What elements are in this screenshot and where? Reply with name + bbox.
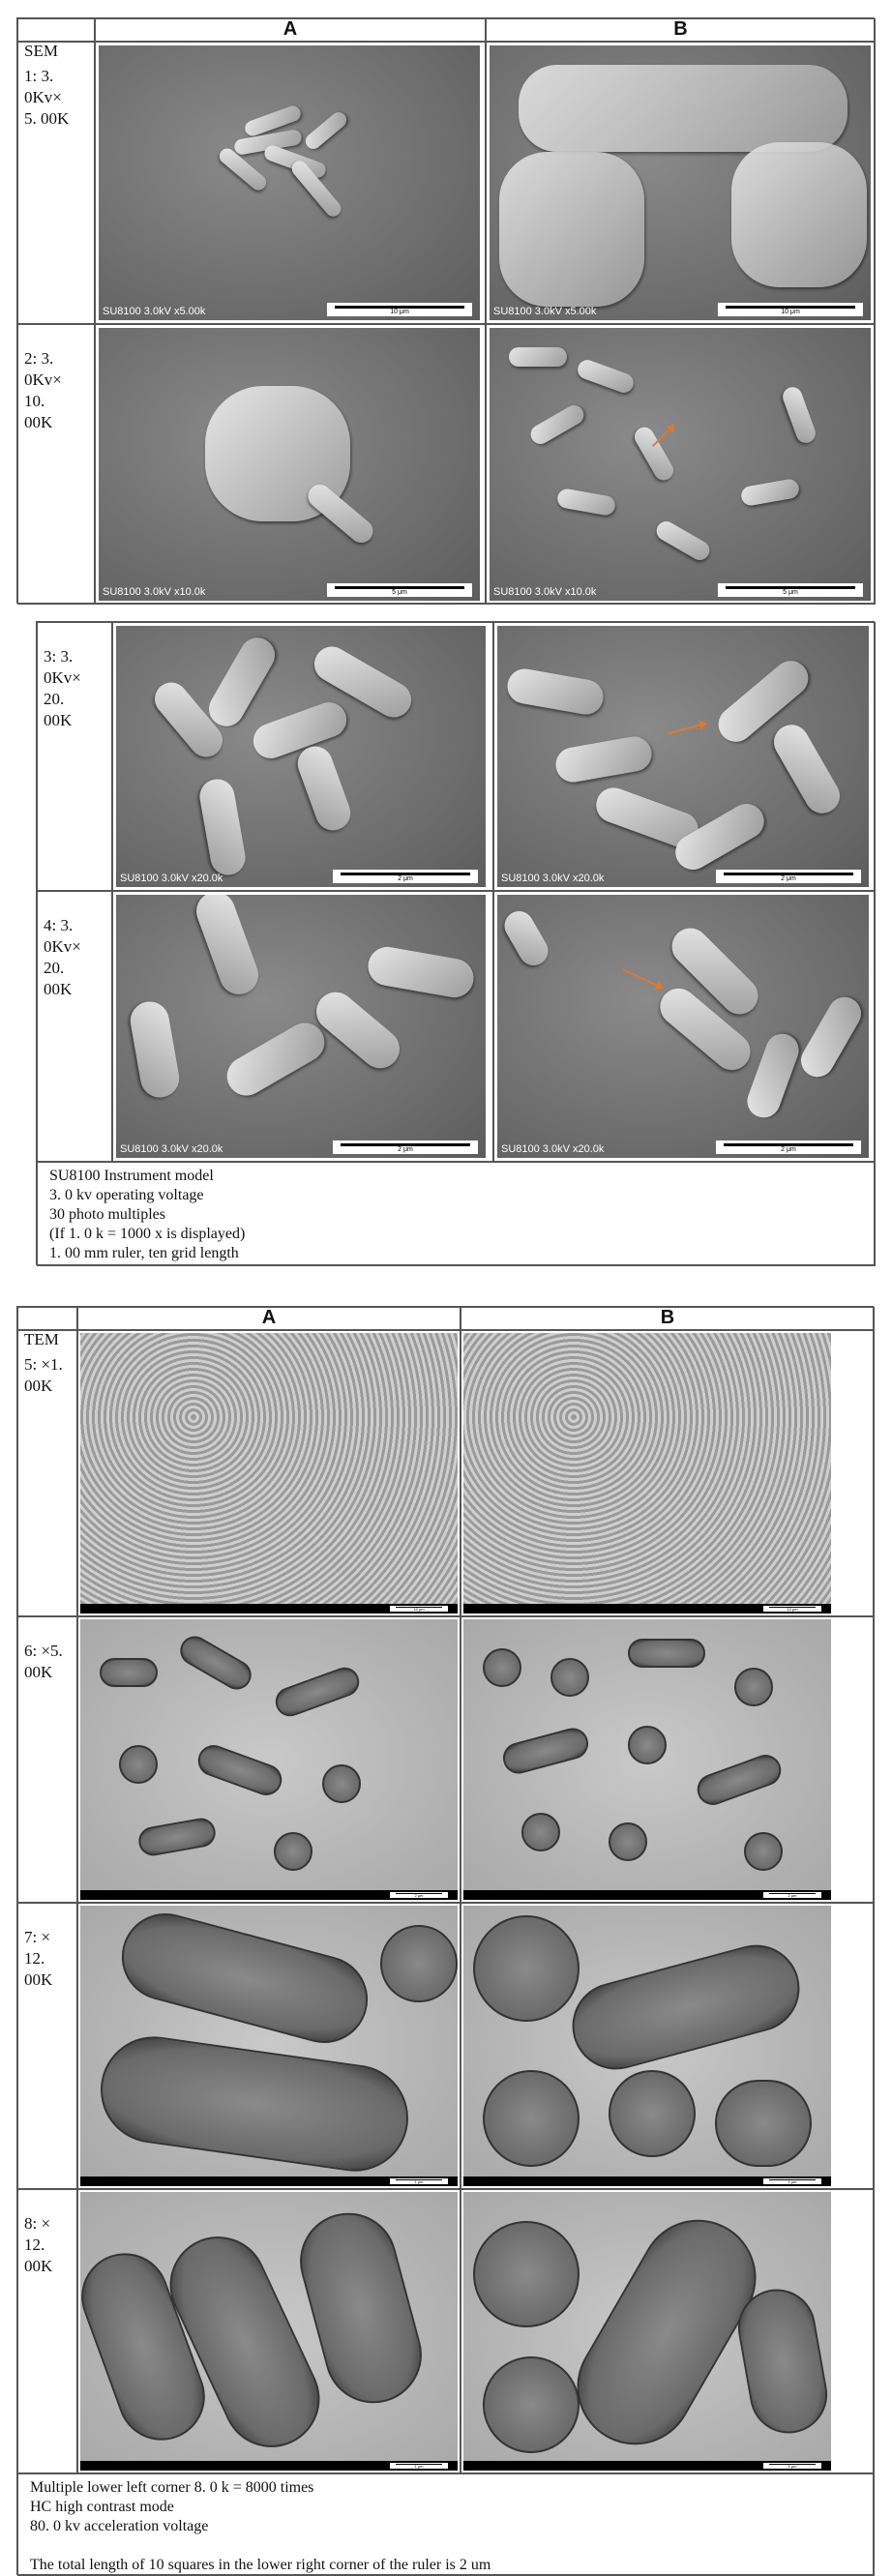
scale-bar-7b	[763, 2178, 821, 2184]
tem-info-strip	[80, 2176, 458, 2186]
tem-row-8-a-cell	[77, 2189, 461, 2473]
bacterium	[191, 895, 263, 1000]
tem-row-7-b-cell	[461, 1903, 875, 2189]
sem-micrograph-4b	[497, 895, 869, 1158]
bacterium	[220, 1016, 331, 1103]
tem-note-line: HC high contrast mode	[30, 2499, 174, 2515]
tem-row-8-label-text: 8: × 12. 00K	[24, 2214, 53, 2275]
bacterium	[293, 742, 356, 836]
bacterium	[473, 2221, 580, 2327]
bacterium	[521, 1813, 560, 1851]
bacterium	[483, 2356, 580, 2453]
tem-col-b-header: B	[461, 1307, 875, 1330]
sem-note-line: SU8100 Instrument model	[49, 1168, 214, 1184]
sem-row-3-b-cell	[493, 622, 876, 891]
sem-row-4-label	[37, 891, 112, 1162]
bacterium	[575, 357, 636, 395]
bacterium	[527, 401, 587, 447]
scale-bar-2b	[718, 583, 863, 597]
scale-bar-5b	[763, 1606, 821, 1612]
sem-row-4-b-cell	[493, 891, 876, 1162]
scale-label-5a: 10 μm	[413, 1607, 425, 1612]
bacterium	[483, 2070, 580, 2167]
tem-info-strip	[463, 2461, 831, 2471]
sem-row-3-a-cell	[112, 622, 493, 891]
tem-micrograph-5b	[463, 1333, 831, 1614]
bacterium	[274, 1832, 312, 1871]
sem-col-b-header: B	[486, 18, 876, 42]
scale-label-7a: 1 μm	[414, 2179, 424, 2184]
sem-row-3-label-text: 3: 3. 0Kv× 20. 00K	[44, 647, 81, 729]
bacterium	[499, 1725, 591, 1777]
scale-bar-3b	[716, 870, 861, 883]
scale-bar-5a	[390, 1606, 448, 1612]
bacterium	[272, 1664, 364, 1721]
sem-micrograph-3b	[497, 626, 869, 887]
scale-label-4b: 2 μm	[781, 1146, 796, 1153]
scale-bar-8b	[763, 2463, 821, 2469]
tem-micrograph-8a	[80, 2192, 458, 2471]
scale-bar-3a	[333, 870, 478, 883]
sem-col-a-header: A	[95, 18, 486, 42]
sem-caption-3a: SU8100 3.0kV x20.0k	[120, 873, 223, 884]
tem-notes	[17, 2473, 875, 2576]
tem-table	[16, 1306, 874, 2575]
scale-label-1a: 10 μm	[390, 309, 409, 315]
bacterium	[693, 1751, 786, 1810]
bacterium	[303, 109, 350, 152]
scale-bar-7a	[390, 2178, 448, 2184]
bacterium	[628, 1726, 667, 1764]
sem-row-1-label-text: 1: 3. 0Kv× 5. 00K	[24, 67, 70, 128]
tem-micrograph-5a	[80, 1333, 458, 1614]
sem-row-1-b-cell	[486, 42, 876, 324]
tem-row-8-label	[17, 2189, 77, 2473]
sem-row-1-label	[17, 42, 95, 324]
sem-note-line: 3. 0 kv operating voltage	[49, 1187, 204, 1203]
bacterium	[119, 1745, 158, 1784]
scale-label-2b: 5 μm	[783, 589, 798, 596]
scale-label-8b: 1 μm	[788, 2464, 797, 2469]
sem-caption-1b: SU8100 3.0kV x5.00k	[493, 306, 597, 317]
orange-arrow	[622, 968, 663, 989]
sem-caption-1a: SU8100 3.0kV x5.00k	[103, 306, 206, 317]
sem-note-line: 1. 00 mm ruler, ten grid length	[49, 1245, 239, 1261]
scale-bar-1a	[327, 303, 472, 316]
bacterium	[562, 1935, 809, 2079]
tem-micrograph-6b	[463, 1619, 831, 1900]
bacterium	[100, 1658, 158, 1687]
sem-caption-2a: SU8100 3.0kV x10.0k	[103, 586, 206, 598]
sem-caption-2b: SU8100 3.0kV x10.0k	[493, 586, 597, 598]
sem-row-2-label-text: 2: 3. 0Kv× 10. 00K	[24, 349, 62, 431]
tem-row-6-label	[17, 1616, 77, 1903]
orange-arrow	[668, 723, 705, 734]
scale-bar-4b	[716, 1140, 861, 1154]
tem-row-6-label-text: 6: ×5. 00K	[24, 1642, 63, 1681]
bacterium	[767, 719, 846, 820]
sem-micrograph-2a	[99, 328, 480, 601]
bacterium	[175, 1631, 256, 1695]
scale-label-8a: 1 μm	[414, 2464, 424, 2469]
sem-header-label	[17, 18, 95, 60]
bacterium	[631, 424, 676, 484]
bacterium	[744, 1832, 783, 1871]
bacterium	[112, 1906, 377, 2053]
tem-row-5-label	[17, 1330, 77, 1616]
scale-label-3b: 2 μm	[781, 875, 796, 882]
bacterium	[740, 478, 801, 507]
bacterium	[499, 906, 553, 971]
sem-caption-4a: SU8100 3.0kV x20.0k	[120, 1143, 223, 1155]
tem-info-strip	[463, 1890, 831, 1900]
scale-label-6a: 2 μm	[414, 1893, 424, 1898]
sem-notes	[37, 1162, 876, 1266]
sem-table-2	[36, 621, 875, 1265]
sem-note-line: (If 1. 0 k = 1000 x is displayed)	[49, 1226, 246, 1242]
tem-row-6-b-cell	[461, 1616, 875, 1903]
bacterium	[743, 1029, 804, 1122]
bacterium	[202, 632, 281, 733]
scale-bar-6a	[390, 1892, 448, 1898]
tem-row-7-label	[17, 1903, 77, 2189]
tem-row-5-a-cell	[77, 1330, 461, 1616]
bacterium	[499, 152, 644, 307]
tem-micrograph-6a	[80, 1619, 458, 1900]
bacterium	[365, 944, 476, 1000]
bacterium	[322, 1764, 361, 1803]
sem-micrograph-2b	[490, 328, 871, 601]
scale-label-1b: 10 μm	[781, 309, 800, 315]
scale-label-5b: 10 μm	[787, 1607, 798, 1612]
tem-col-a-header: A	[77, 1307, 461, 1330]
bacterium	[197, 777, 249, 878]
sem-micrograph-1a	[99, 45, 480, 320]
bacterium	[193, 1741, 286, 1800]
scale-bar-4a	[333, 1140, 478, 1154]
bacterium	[136, 1816, 218, 1857]
tem-row-5-b-cell	[461, 1330, 875, 1616]
sem-caption-3b: SU8100 3.0kV x20.0k	[501, 873, 605, 884]
bacterium	[609, 1822, 647, 1861]
sem-micrograph-4a	[116, 895, 486, 1158]
tem-row-8-b-cell	[461, 2189, 875, 2473]
bacterium	[669, 797, 771, 875]
bacterium	[795, 992, 867, 1083]
bacterium	[556, 488, 617, 517]
tem-info-strip	[80, 1890, 458, 1900]
tem-note-line: The total length of 10 squares in the lower right corner of the ruler is 2 um	[30, 2557, 491, 2573]
bacterium	[519, 65, 847, 152]
scale-bar-8a	[390, 2463, 448, 2469]
scale-label-4a: 2 μm	[398, 1146, 413, 1153]
sem-micrograph-3a	[116, 626, 486, 887]
tem-note-line: Multiple lower left corner 8. 0 k = 8000 times	[30, 2479, 314, 2496]
bacterium	[380, 1925, 458, 2002]
bacterium	[628, 1639, 705, 1668]
sem-row-4-label-text: 4: 3. 0Kv× 20. 00K	[44, 916, 81, 998]
sem-micrograph-1b	[490, 45, 871, 320]
tem-header-label	[17, 1307, 77, 1348]
tem-row-7-label-text: 7: × 12. 00K	[24, 1928, 53, 1989]
bacterium	[553, 734, 655, 785]
bacterium	[473, 1915, 580, 2022]
tem-info-strip	[80, 1604, 458, 1614]
bacterium	[715, 2080, 812, 2167]
tem-header-text: TEM	[24, 1330, 59, 1348]
tem-row-5-label-text: 5: ×1. 00K	[24, 1355, 63, 1395]
tem-micrograph-8b	[463, 2192, 831, 2471]
scale-label-7b: 1 μm	[788, 2179, 797, 2184]
sem-row-3-label	[37, 622, 112, 891]
tem-row-6-a-cell	[77, 1616, 461, 1903]
scale-bar-6b	[763, 1892, 821, 1898]
scale-bar-1b	[718, 303, 863, 316]
sem-row-2-label	[17, 324, 95, 605]
bacterium	[550, 1658, 589, 1697]
bacterium	[731, 142, 867, 287]
scale-bar-2a	[327, 583, 472, 597]
bacterium	[780, 384, 818, 445]
bacterium	[609, 2070, 696, 2157]
sem-note-line: 30 photo multiples	[49, 1206, 165, 1223]
sem-row-2-b-cell	[486, 324, 876, 605]
tem-note-line	[30, 2536, 862, 2556]
tem-micrograph-7b	[463, 1906, 831, 2186]
sem-table-1	[16, 17, 875, 604]
tem-micrograph-7a	[80, 1906, 458, 2186]
sem-caption-4b: SU8100 3.0kV x20.0k	[501, 1143, 605, 1155]
bacterium	[483, 1648, 521, 1687]
scale-label-6b: 2 μm	[788, 1893, 797, 1898]
bacterium	[309, 985, 407, 1077]
bacterium	[509, 347, 567, 367]
bacterium	[94, 2029, 415, 2177]
scale-label-2a: 5 μm	[392, 589, 407, 596]
bacterium	[734, 1668, 773, 1706]
sem-row-2-a-cell	[95, 324, 486, 605]
tem-note-line: 80. 0 kv acceleration voltage	[30, 2518, 209, 2534]
bacterium	[128, 998, 183, 1100]
bacterium	[653, 518, 713, 563]
tem-info-strip	[80, 2461, 458, 2471]
bacterium	[505, 666, 607, 718]
scale-label-3a: 2 μm	[398, 875, 413, 882]
tem-info-strip	[463, 1604, 831, 1614]
sem-row-1-a-cell	[95, 42, 486, 324]
sem-row-4-a-cell	[112, 891, 493, 1162]
tem-info-strip	[463, 2176, 831, 2186]
tem-row-7-a-cell	[77, 1903, 461, 2189]
bacterium	[732, 2283, 831, 2440]
sem-header-text: SEM	[24, 42, 58, 60]
